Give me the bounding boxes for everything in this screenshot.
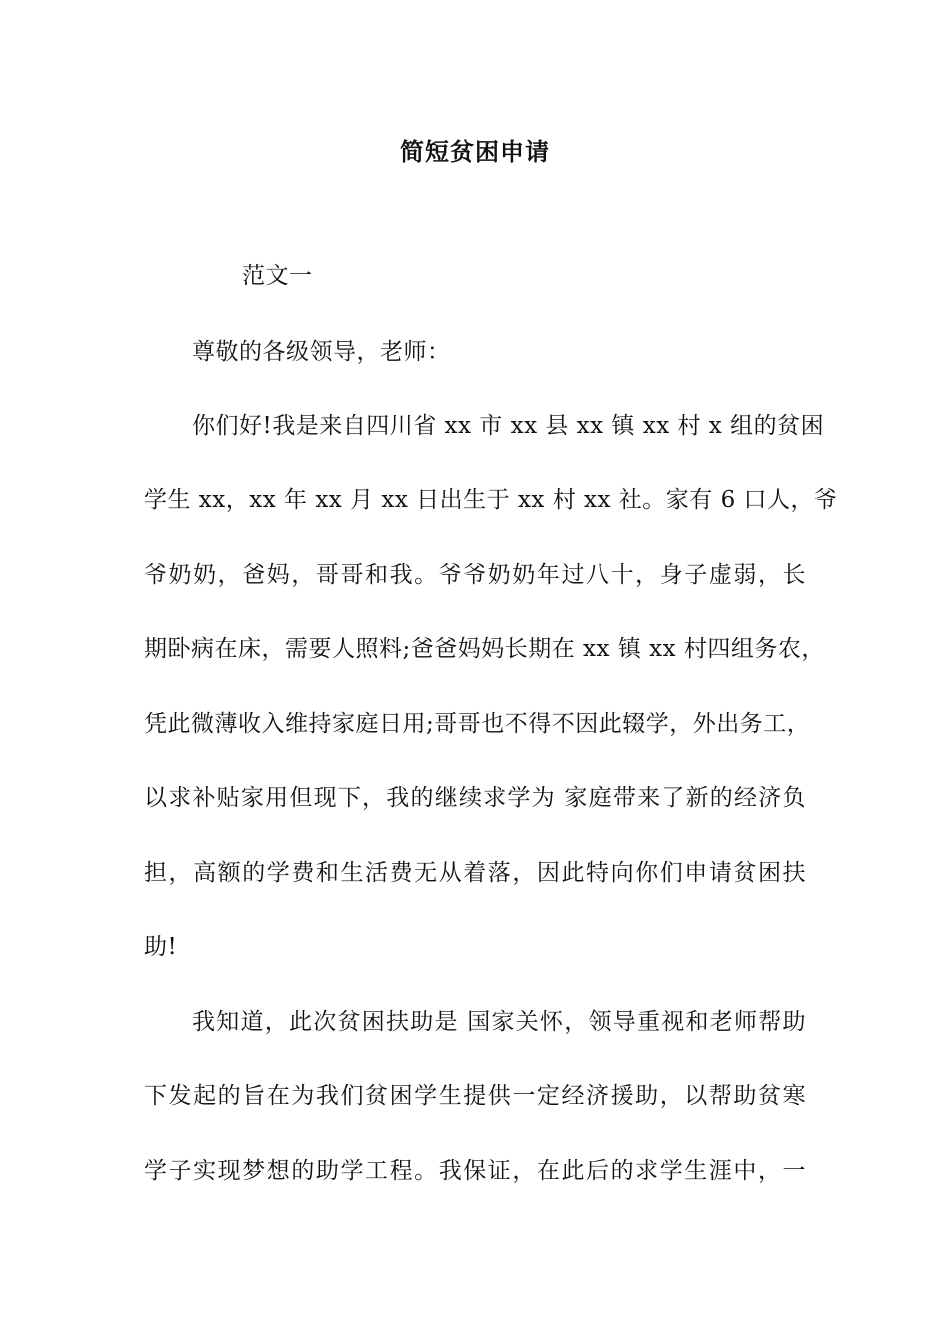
section-heading: 范文一 [242, 263, 313, 289]
paragraph-line: 我知道，此次贫困扶助是 国家关怀，领导重视和老师帮助 [192, 1009, 806, 1035]
document-title: 简短贫困申请 [400, 137, 550, 166]
paragraph-line: 你们好!我是来自四川省 xx 市 xx 县 xx 镇 xx 村 x 组的贫困 [192, 413, 825, 439]
paragraph-line: 担，高额的学费和生活费无从着落，因此特向你们申请贫困扶 [144, 860, 806, 886]
paragraph-line: 学子实现梦想的助学工程。我保证，在此后的求学生涯中，一 [144, 1158, 806, 1184]
salutation: 尊敬的各级领导，老师： [192, 339, 451, 365]
paragraph-line: 以求补贴家用但现下，我的继续求学为 家庭带来了新的经济负 [144, 785, 806, 811]
paragraph-line: 凭此微薄收入维持家庭日用;哥哥也不得不因此辍学，外出务工， [144, 711, 811, 737]
paragraph-line: 下发起的旨在为我们贫困学生提供一定经济援助，以帮助贫寒 [144, 1083, 806, 1109]
paragraph-line: 爷奶奶，爸妈，哥哥和我。爷爷奶奶年过八十，身子虚弱，长 [144, 562, 806, 588]
paragraph-line: 助! [144, 934, 178, 960]
paragraph-line: 期卧病在床，需要人照料;爸爸妈妈长期在 xx 镇 xx 村四组务农， [144, 636, 825, 662]
paragraph-line: 学生 xx，xx 年 xx 月 xx 日出生于 xx 村 xx 社。家有 6 口人，爷 [144, 487, 838, 513]
